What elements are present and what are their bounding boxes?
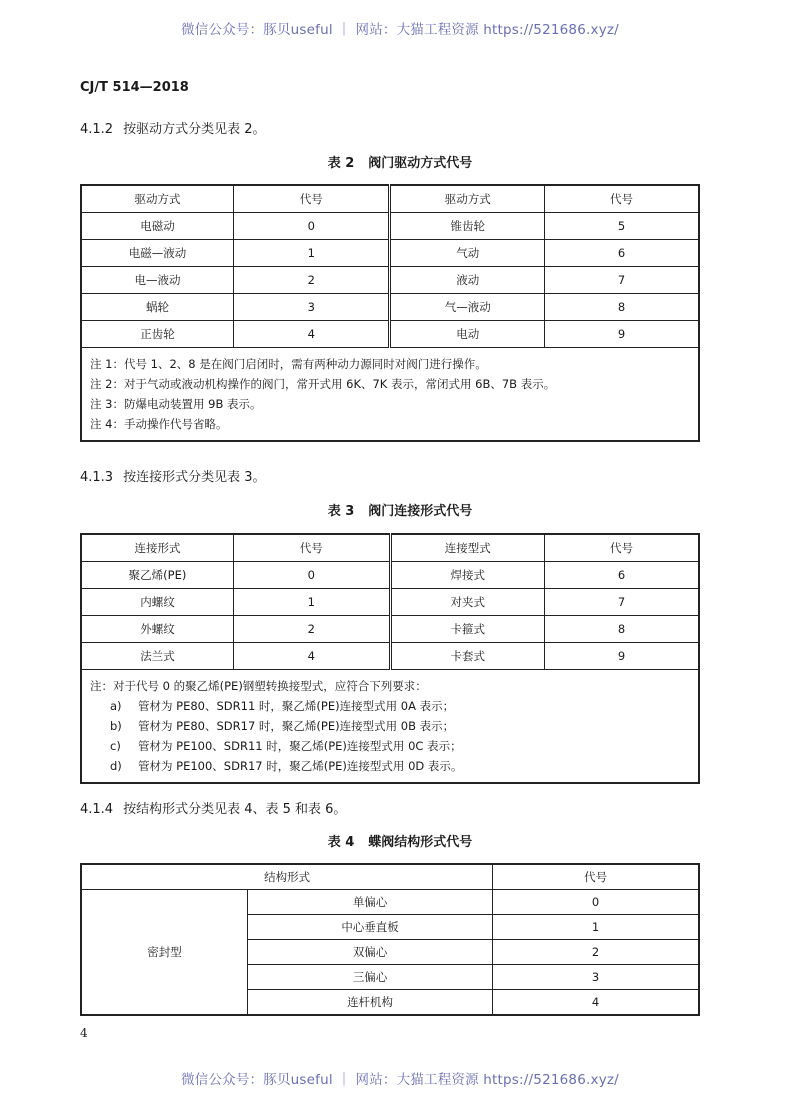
header-cell: 连接型式 xyxy=(390,534,544,562)
table-notes xyxy=(81,348,699,442)
table-number: 表 4 xyxy=(327,835,355,850)
table-row xyxy=(81,294,699,321)
table-cell: 0 xyxy=(493,890,699,915)
list-marker: a) xyxy=(110,699,122,713)
list-marker: c) xyxy=(110,739,121,753)
table-cell: 卡套式 xyxy=(390,643,544,670)
standard-code: CJ/T 514—2018 xyxy=(80,80,189,95)
table-cell: 4 xyxy=(234,643,390,670)
table-row xyxy=(81,616,699,643)
table-cell: 电动 xyxy=(390,321,545,348)
table-cell: 焊接式 xyxy=(390,562,544,589)
table-cell: 0 xyxy=(234,562,390,589)
table-header-row xyxy=(81,185,699,213)
table-cell: 8 xyxy=(544,616,699,643)
table-cell: 1 xyxy=(234,240,390,267)
table-cell: 6 xyxy=(544,562,699,589)
table-2-title xyxy=(0,152,800,171)
table-caption: 阀门连接形式代号 xyxy=(368,504,473,519)
header-cell: 代号 xyxy=(493,864,699,890)
table-cell: 电磁—液动 xyxy=(81,240,234,267)
table-2 xyxy=(80,184,700,442)
note-item-text: 管材为 PE100、SDR17 时，聚乙烯(PE)连接型式用 0D 表示。 xyxy=(138,759,463,773)
table-cell: 正齿轮 xyxy=(81,321,234,348)
table-cell: 4 xyxy=(493,990,699,1016)
table-cell: 蜗轮 xyxy=(81,294,234,321)
table-cell: 内螺纹 xyxy=(81,589,234,616)
table-4 xyxy=(80,863,700,1016)
watermark-top: 微信公众号：豚贝useful ｜ 网站：大猫工程资源 https://521686.xyz/ xyxy=(181,22,619,38)
table-note-item xyxy=(90,736,690,756)
table-note-item xyxy=(90,696,690,716)
table-note: 注 1：代号 1、2、8 是在阀门启闭时，需有两种动力源同时对阀门进行操作。 xyxy=(90,357,487,371)
table-note: 注 4：手动操作代号省略。 xyxy=(90,417,228,431)
header-cell: 结构形式 xyxy=(81,864,493,890)
table-note-item xyxy=(90,716,690,736)
table-header-row xyxy=(81,864,699,890)
table-caption: 阀门驱动方式代号 xyxy=(368,156,473,171)
clause-number: 4.1.2 xyxy=(80,122,114,137)
table-4-title xyxy=(0,831,800,850)
table-header-row xyxy=(81,534,699,562)
table-cell: 电磁动 xyxy=(81,213,234,240)
header-cell: 代号 xyxy=(544,534,699,562)
table-cell: 电—液动 xyxy=(81,267,234,294)
table-cell: 0 xyxy=(234,213,390,240)
table-cell: 7 xyxy=(544,589,699,616)
clause-4-1-3 xyxy=(80,466,265,485)
table-notes-row xyxy=(81,670,699,784)
clause-number: 4.1.3 xyxy=(80,470,114,485)
table-note: 注 2：对于气动或液动机构操作的阀门，常开式用 6K、7K 表示，常闭式用 6B、7B 表示。 xyxy=(90,377,556,391)
table-row xyxy=(81,321,699,348)
table-cell: 气—液动 xyxy=(390,294,545,321)
table-note: 注：对于代号 0 的聚乙烯(PE)钢塑转换接型式，应符合下列要求： xyxy=(90,679,427,693)
table-row xyxy=(81,589,699,616)
header-cell: 代号 xyxy=(234,185,390,213)
header-cell: 代号 xyxy=(234,534,390,562)
table-cell: 8 xyxy=(544,294,699,321)
table-row xyxy=(81,890,699,915)
table-cell: 1 xyxy=(234,589,390,616)
table-number: 表 2 xyxy=(327,156,355,171)
group-cell: 密封型 xyxy=(81,890,247,1016)
clause-4-1-4 xyxy=(80,798,346,817)
table-3-title xyxy=(0,500,800,519)
table-cell: 聚乙烯(PE) xyxy=(81,562,234,589)
note-item-text: 管材为 PE80、SDR11 时，聚乙烯(PE)连接型式用 0A 表示； xyxy=(138,699,455,713)
table-cell: 2 xyxy=(493,940,699,965)
clause-text: 按连接形式分类见表 3。 xyxy=(123,470,266,485)
table-cell: 外螺纹 xyxy=(81,616,234,643)
page-number: 4 xyxy=(80,1026,88,1040)
table-note: 注 3：防爆电动装置用 9B 表示。 xyxy=(90,397,262,411)
table-cell: 4 xyxy=(234,321,390,348)
table-note-item xyxy=(90,756,690,776)
table-cell: 锥齿轮 xyxy=(390,213,545,240)
table-cell: 液动 xyxy=(390,267,545,294)
list-marker: d) xyxy=(110,759,122,773)
clause-number: 4.1.4 xyxy=(80,802,114,817)
table-cell: 2 xyxy=(234,616,390,643)
table-cell: 中心垂直板 xyxy=(247,915,492,940)
table-row xyxy=(81,240,699,267)
table-cell: 7 xyxy=(544,267,699,294)
table-cell: 连杆机构 xyxy=(247,990,492,1016)
table-3 xyxy=(80,533,700,784)
clause-text: 按结构形式分类见表 4、表 5 和表 6。 xyxy=(123,802,347,817)
table-cell: 卡箍式 xyxy=(390,616,544,643)
table-number: 表 3 xyxy=(327,504,355,519)
header-cell: 驱动方式 xyxy=(81,185,234,213)
header-cell: 驱动方式 xyxy=(390,185,545,213)
table-cell: 1 xyxy=(493,915,699,940)
clause-4-1-2 xyxy=(80,118,265,137)
table-cell: 9 xyxy=(544,643,699,670)
table-cell: 法兰式 xyxy=(81,643,234,670)
table-cell: 单偏心 xyxy=(247,890,492,915)
table-caption: 蝶阀结构形式代号 xyxy=(368,835,473,850)
table-cell: 三偏心 xyxy=(247,965,492,990)
table-cell: 6 xyxy=(544,240,699,267)
table-cell: 双偏心 xyxy=(247,940,492,965)
header-cell: 代号 xyxy=(544,185,699,213)
table-cell: 2 xyxy=(234,267,390,294)
table-row xyxy=(81,213,699,240)
note-item-text: 管材为 PE100、SDR11 时，聚乙烯(PE)连接型式用 0C 表示； xyxy=(138,739,462,753)
watermark-bottom: 微信公众号：豚贝useful ｜ 网站：大猫工程资源 https://521686.xyz/ xyxy=(181,1072,619,1088)
table-row xyxy=(81,643,699,670)
note-item-text: 管材为 PE80、SDR17 时，聚乙烯(PE)连接型式用 0B 表示； xyxy=(138,719,455,733)
table-cell: 5 xyxy=(544,213,699,240)
table-cell: 气动 xyxy=(390,240,545,267)
table-notes xyxy=(81,670,699,784)
list-marker: b) xyxy=(110,719,122,733)
table-cell: 9 xyxy=(544,321,699,348)
clause-text: 按驱动方式分类见表 2。 xyxy=(123,122,266,137)
table-notes-row xyxy=(81,348,699,442)
table-row xyxy=(81,267,699,294)
table-cell: 对夹式 xyxy=(390,589,544,616)
table-cell: 3 xyxy=(234,294,390,321)
table-cell: 3 xyxy=(493,965,699,990)
header-cell: 连接形式 xyxy=(81,534,234,562)
table-row xyxy=(81,562,699,589)
